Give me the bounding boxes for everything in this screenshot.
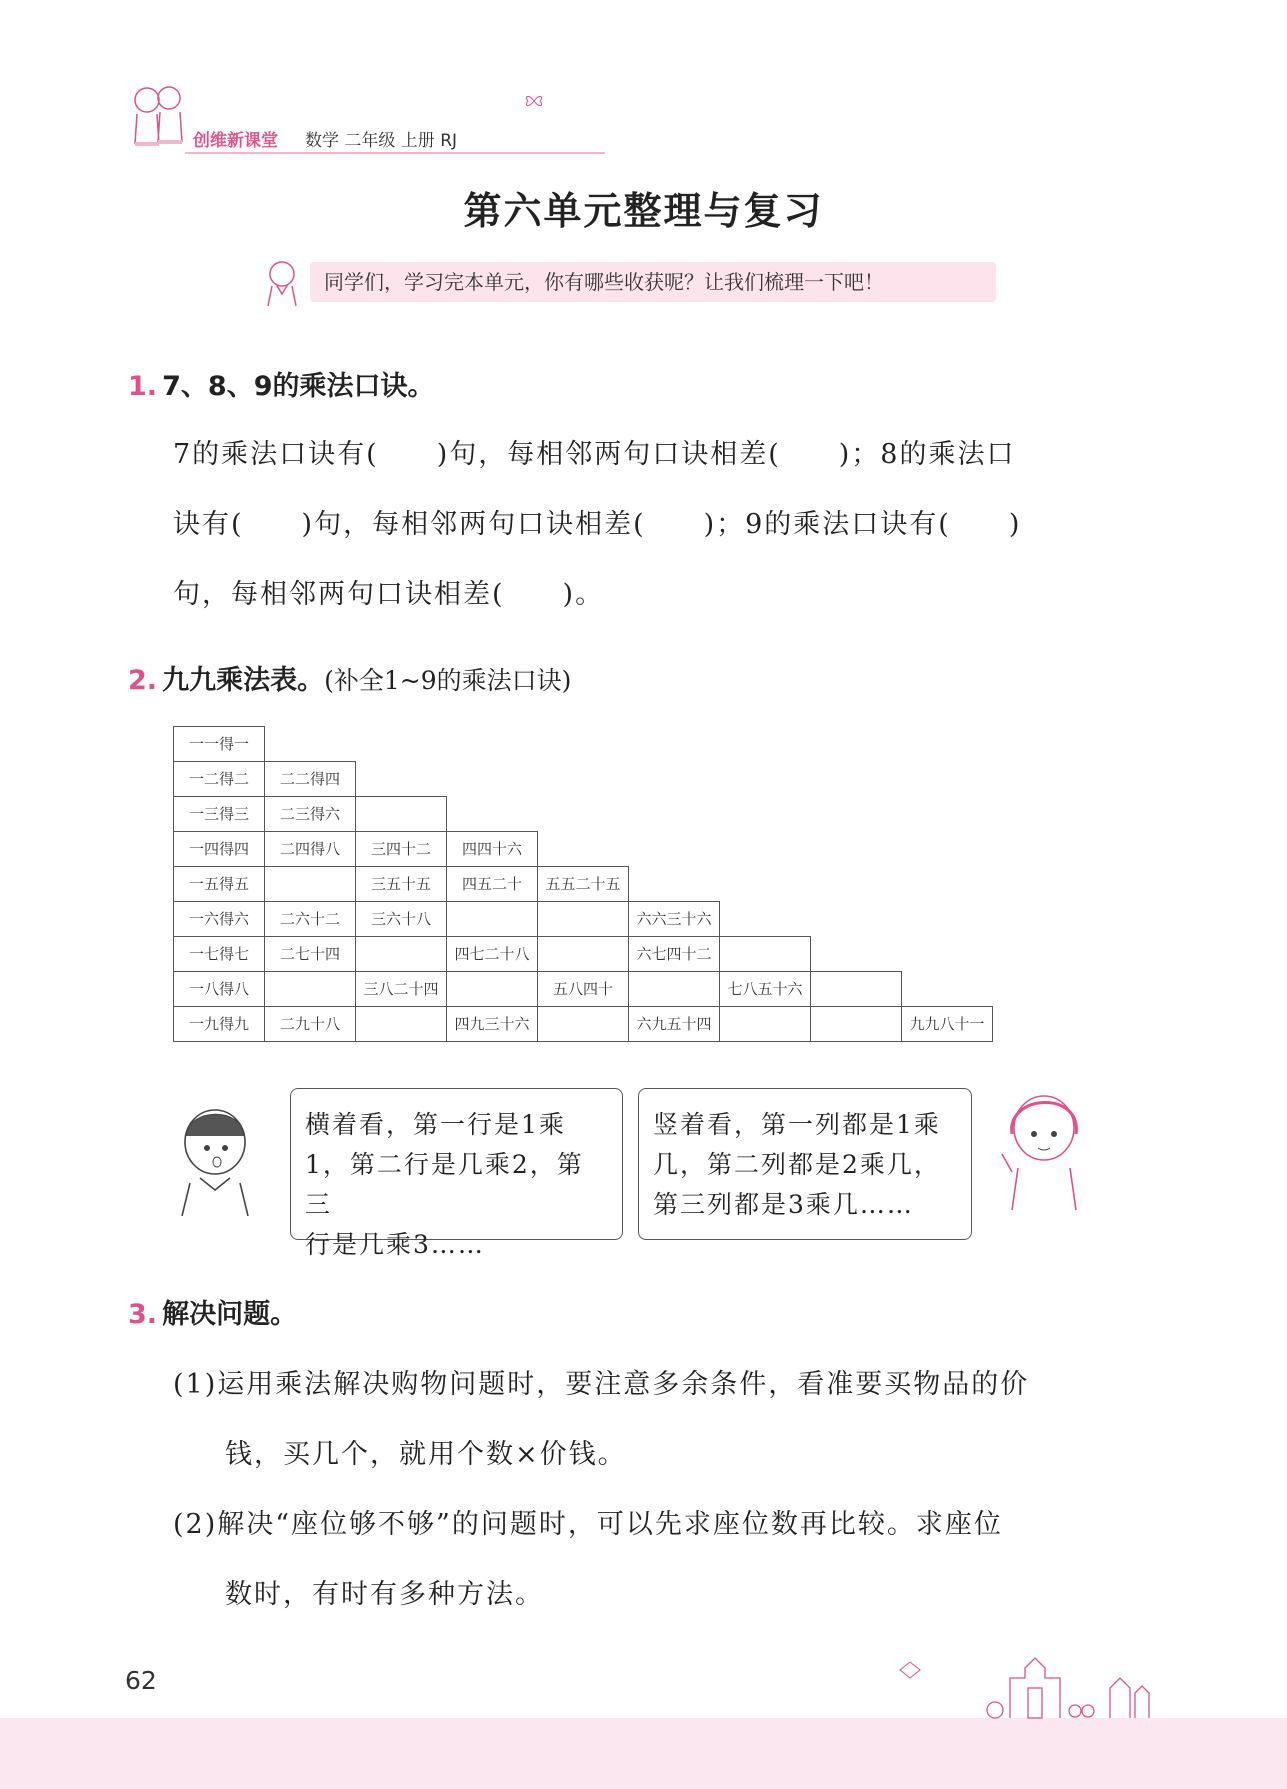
- table-cell: 一八得八: [173, 971, 265, 1007]
- table-cell: 三四十二: [355, 831, 447, 867]
- table-cell: [537, 936, 629, 972]
- table-cell: 二六十二: [264, 901, 356, 937]
- table-cell: 一四得四: [173, 831, 265, 867]
- table-cell: 三五十五: [355, 866, 447, 902]
- bubble-line: 1，第二行是几乘2，第三: [305, 1150, 584, 1219]
- table-cell: 二四得八: [264, 831, 356, 867]
- bubble-line: 横着看，第一行是1乘: [305, 1110, 566, 1139]
- table-cell: 一六得六: [173, 901, 265, 937]
- table-cell: [810, 1006, 902, 1042]
- table-cell: 二七十四: [264, 936, 356, 972]
- table-cell: 七八五十六: [719, 971, 811, 1007]
- table-cell: [264, 866, 356, 902]
- table-cell: 一二得二: [173, 761, 265, 797]
- table-cell: 一五得五: [173, 866, 265, 902]
- question-note: (补全1~9的乘法口诀): [324, 666, 572, 695]
- table-cell: [719, 936, 811, 972]
- butterfly-icon: [523, 92, 545, 110]
- intro-banner: [262, 258, 997, 308]
- question-number: 2.: [128, 665, 158, 696]
- speech-bubble-right: [638, 1088, 972, 1240]
- question-title: 解决问题。: [162, 1299, 298, 1330]
- bubble-line: 几，第二列都是2乘几，: [653, 1150, 941, 1179]
- bubble-line: 行是几乘3……: [305, 1230, 485, 1259]
- table-cell: 四七二十八: [446, 936, 538, 972]
- table-cell: [537, 901, 629, 937]
- table-cell: 六六三十六: [628, 901, 720, 937]
- table-cell: 五八四十: [537, 971, 629, 1007]
- table-cell: 四四十六: [446, 831, 538, 867]
- boy-icon: [170, 1098, 260, 1216]
- table-cell: 一一得一: [173, 726, 265, 762]
- table-cell: [810, 971, 902, 1007]
- table-cell: [264, 971, 356, 1007]
- table-cell: 二九十八: [264, 1006, 356, 1042]
- table-cell: [537, 1006, 629, 1042]
- table-cell: [719, 1006, 811, 1042]
- kids-logo-icon: [125, 82, 195, 157]
- page-title: 第六单元整理与复习: [463, 189, 824, 233]
- table-cell: 六九五十四: [628, 1006, 720, 1042]
- bubble-line: 第三列都是3乘几……: [653, 1190, 914, 1219]
- footer-band: [0, 1718, 1287, 1789]
- table-cell: [446, 971, 538, 1007]
- q3-item-1-line-1: (1)运用乘法解决购物问题时，要注意多余条件，看准要买物品的价: [173, 1369, 1030, 1400]
- q1-line-1: 7的乘法口诀有( )句，每相邻两句口诀相差( )；8的乘法口: [173, 439, 1016, 470]
- q1-line-3: 句，每相邻两句口诀相差( )。: [173, 579, 605, 610]
- girl-avatar-icon: [262, 258, 304, 308]
- bubble-line: 竖着看，第一列都是1乘: [653, 1110, 941, 1139]
- table-cell: 一九得九: [173, 1006, 265, 1042]
- table-cell: 一三得三: [173, 796, 265, 832]
- brand-name: 创维新课堂: [193, 131, 278, 151]
- table-cell: 六七四十二: [628, 936, 720, 972]
- question-title: 7、8、9的乘法口诀。: [162, 371, 435, 402]
- table-cell: [628, 971, 720, 1007]
- table-cell: 二二得四: [264, 761, 356, 797]
- q3-item-2-line-2: 数时，有时有多种方法。: [225, 1579, 544, 1610]
- question-title: 九九乘法表。: [162, 665, 325, 696]
- table-cell: [355, 796, 447, 832]
- table-cell: 五五二十五: [537, 866, 629, 902]
- q3-item-2-line-1: (2)解决“座位够不够”的问题时，可以先求座位数再比较。求座位: [173, 1509, 1003, 1540]
- question-3-heading: [128, 1292, 297, 1331]
- table-cell: 三六十八: [355, 901, 447, 937]
- question-1-heading: [128, 364, 435, 403]
- book-info: 数学 二年级 上册 RJ: [305, 131, 458, 151]
- table-cell: 一七得七: [173, 936, 265, 972]
- girl-icon: [992, 1084, 1092, 1212]
- table-cell: [446, 901, 538, 937]
- page-number: 62: [125, 1666, 157, 1695]
- castle-decoration-icon: [880, 1648, 1170, 1720]
- table-cell: 三八二十四: [355, 971, 447, 1007]
- table-cell: 九九八十一: [901, 1006, 993, 1042]
- header-divider: [185, 152, 605, 154]
- table-cell: 四五二十: [446, 866, 538, 902]
- multiplication-table: [173, 726, 1123, 1051]
- page-header: [125, 82, 545, 157]
- speech-bubble-left: [290, 1088, 623, 1259]
- question-number: 1.: [128, 371, 158, 402]
- intro-text: 同学们，学习完本单元，你有哪些收获呢？让我们梳理一下吧！: [310, 262, 996, 302]
- table-cell: 四九三十六: [446, 1006, 538, 1042]
- q3-item-1-line-2: 钱，买几个，就用个数×价钱。: [225, 1439, 627, 1470]
- table-cell: [355, 936, 447, 972]
- q1-line-2: 诀有( )句，每相邻两句口诀相差( )；9的乘法口诀有( ): [173, 509, 1022, 540]
- question-number: 3.: [128, 1299, 158, 1330]
- table-cell: 二三得六: [264, 796, 356, 832]
- table-cell: [355, 1006, 447, 1042]
- question-2-heading: [128, 658, 571, 697]
